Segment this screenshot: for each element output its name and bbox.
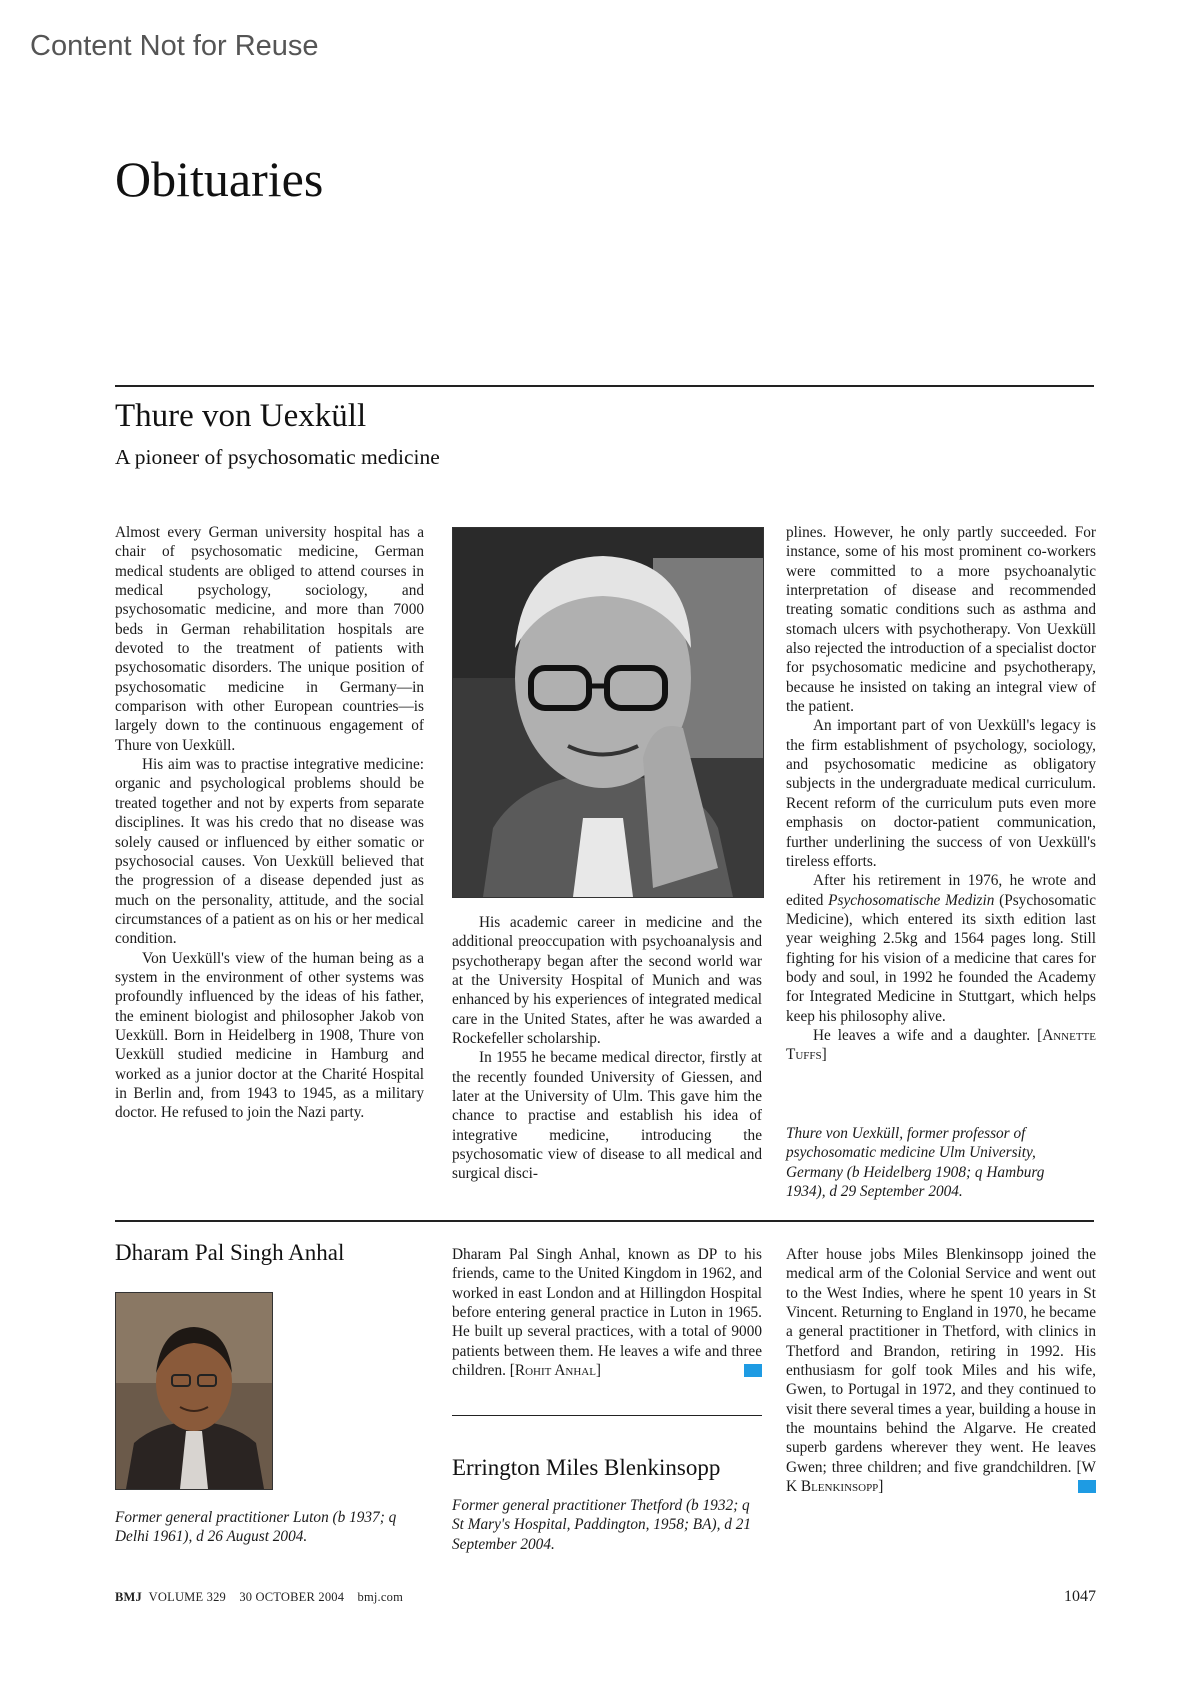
portrait-photo [115,1292,273,1490]
paragraph: In 1955 he became medical director, firstly at the recently founded University of Giessen, and later at the University of Ulm. This gave him the chance to practise and establish his idea of integrative medicine, introducing the psychosomatic view of disease to all medical and surgical disci- [452,1049,762,1183]
journal-name: BMJ [115,1590,142,1604]
page-number: 1047 [1064,1588,1096,1605]
obituary-name: Thure von Uexküll [115,398,367,434]
book-title: Psychosomatische Medizin [828,891,995,909]
portrait-photo-graphic [116,1293,272,1489]
author-signature: [W K Blenkinsopp] [786,1458,1096,1496]
website: bmj.com [357,1590,403,1604]
obituary-caption: Former general practitioner Luton (b 1937; q Delhi 1961), d 26 August 2004. [115,1509,397,1546]
main-column-3 [786,523,1096,1065]
top-divider [115,385,1094,387]
portrait-photo [452,527,764,898]
obituary-caption: Thure von Uexküll, former professor of psychosomatic medicine Ulm University, Germany (b Heidelberg 1908; q Hamburg 1934), d 29 September 2004. [786,1125,1045,1201]
obituary-name: Dharam Pal Singh Anhal [115,1240,345,1265]
obituary-caption: Former general practitioner Thetford (b 1932; q St Mary's Hospital, Paddington, 1958; BA), d 21 September 2004. [452,1497,751,1553]
watermark: Content Not for Reuse [30,30,319,62]
main-column-2 [452,913,762,1184]
obituary-subtitle: A pioneer of psychosomatic medicine [115,445,440,469]
paragraph [452,1245,762,1380]
end-of-article-icon [744,1364,762,1377]
paragraph: His aim was to practise integrative medicine: organic and psychological problems should be treated together and not by experts from separate disciplines. It was his credo that no disease was solely caused or influenced by either somatic or psychosocial causes. Von Uexküll believed that the progression of a disease depended just as much on the personality, attitude, and the social circumstances of a patient as on his or her medical condition. [115,756,424,948]
paragraph: plines. However, he only partly succeeded. For instance, some of his most prominent co-workers were committed to a more psychoanalytic interpretation of disease and recommended treating somatic conditions such as asthma and stomach ulcers with psychotherapy. Von Uexküll also rejected the introduction of a specialist doctor for psychosomatic medicine and psychotherapy, because he insisted on taking an integral view of the patient. [786,524,1096,716]
middle-divider [115,1220,1094,1222]
footer [115,1590,403,1605]
text-span: After his retirement in 1976, he wrote and edited [786,872,1096,909]
portrait-photo-graphic [453,528,763,897]
anhal-body [452,1245,762,1380]
obituary-name: Errington Miles Blenkinsopp [452,1455,721,1480]
short-divider [452,1415,762,1416]
main-column-1 [115,523,424,1123]
text-span: (Psychosomatic Medicine), which entered its sixth edition last year weighing 2.5kg and 1564 pages long. Still fighting for his vision of a medicine that cares for body and soul, in 1992 he founded the Academy for Integrated Medicine in Stuttgart, which helps keep his philosophy alive. [786,891,1096,1025]
text-span: After house jobs Miles Blenkinsopp joined the medical arm of the Colonial Service and went out to the West Indies, where he spent 10 years in St Vincent. Returning to England in 1970, he became a general practitioner in Thetford, with clinics in Thetford and Brandon, retiring in 1992. His enthusiasm for golf took Miles and his wife, Gwen, to Portugal in 1972, and they continued to visit there several times a year, building a house in the mountains behind the Algarve. He created superb gardens wherever they went. He leaves Gwen; three children; and five grandchildren. [786,1246,1096,1476]
issue-date: 30 OCTOBER 2004 [239,1590,345,1604]
paragraph [786,1245,1096,1496]
paragraph: Almost every German university hospital has a chair of psychosomatic medicine, German medical students are obliged to attend courses in medical psychology, sociology, and psychosomatic medicine, and more than 7000 beds in German rehabilitation hospitals are devoted to the treatment of patients with psychosomatic disorders. The unique position of psychosomatic medicine in Germany—in comparison with other European countries—is largely down to the continuous engagement of Thure von Uexküll. [115,524,424,754]
text-span: Dharam Pal Singh Anhal, known as DP to his friends, came to the United Kingdom in 1962, and worked in east London and at Hillingdon Hospital before entering general practice in Luton in 1965. He built up several practices, with a total of 9000 patients between them. He leaves a wife and three children. [452,1246,762,1380]
section-title: Obituaries [115,151,324,207]
author-signature: [Annette Tuffs] [786,1026,1096,1064]
paragraph: An important part of von Uexküll's legacy is the firm establishment of psychology, sociology, and psychosomatic medicine as obligatory subjects in the undergraduate medical curriculum. Recent reform of the curriculum puts even more emphasis on doctor-patient communication, further underlining the success of von Uexküll's tireless efforts. [786,717,1096,870]
author-signature: [Rohit Anhal] [509,1362,602,1380]
paragraph [786,1026,1096,1065]
volume: VOLUME 329 [148,1590,226,1604]
paragraph [786,871,1096,1026]
blenkinsopp-body [786,1245,1096,1496]
paragraph: Von Uexküll's view of the human being as a system in the environment of other systems was profoundly influenced by the ideas of his father, the eminent biologist and philosopher Jakob von Uexküll. Born in Heidelberg in 1908, Thure von Uexküll studied medicine in Hamburg and worked as a junior doctor at the Charité Hospital in Berlin and, from 1943 to 1945, as a military doctor. He refused to join the Nazi party. [115,949,424,1122]
paragraph: His academic career in medicine and the additional preoccupation with psychoanalysis and psychotherapy began after the second world war at the University Hospital of Munich and was enhanced by his experiences of integrated medical care in the United States, after he was awarded a Rockefeller scholarship. [452,914,762,1048]
end-of-article-icon [1078,1480,1096,1493]
text-span: He leaves a wife and a daughter. [813,1026,1031,1044]
